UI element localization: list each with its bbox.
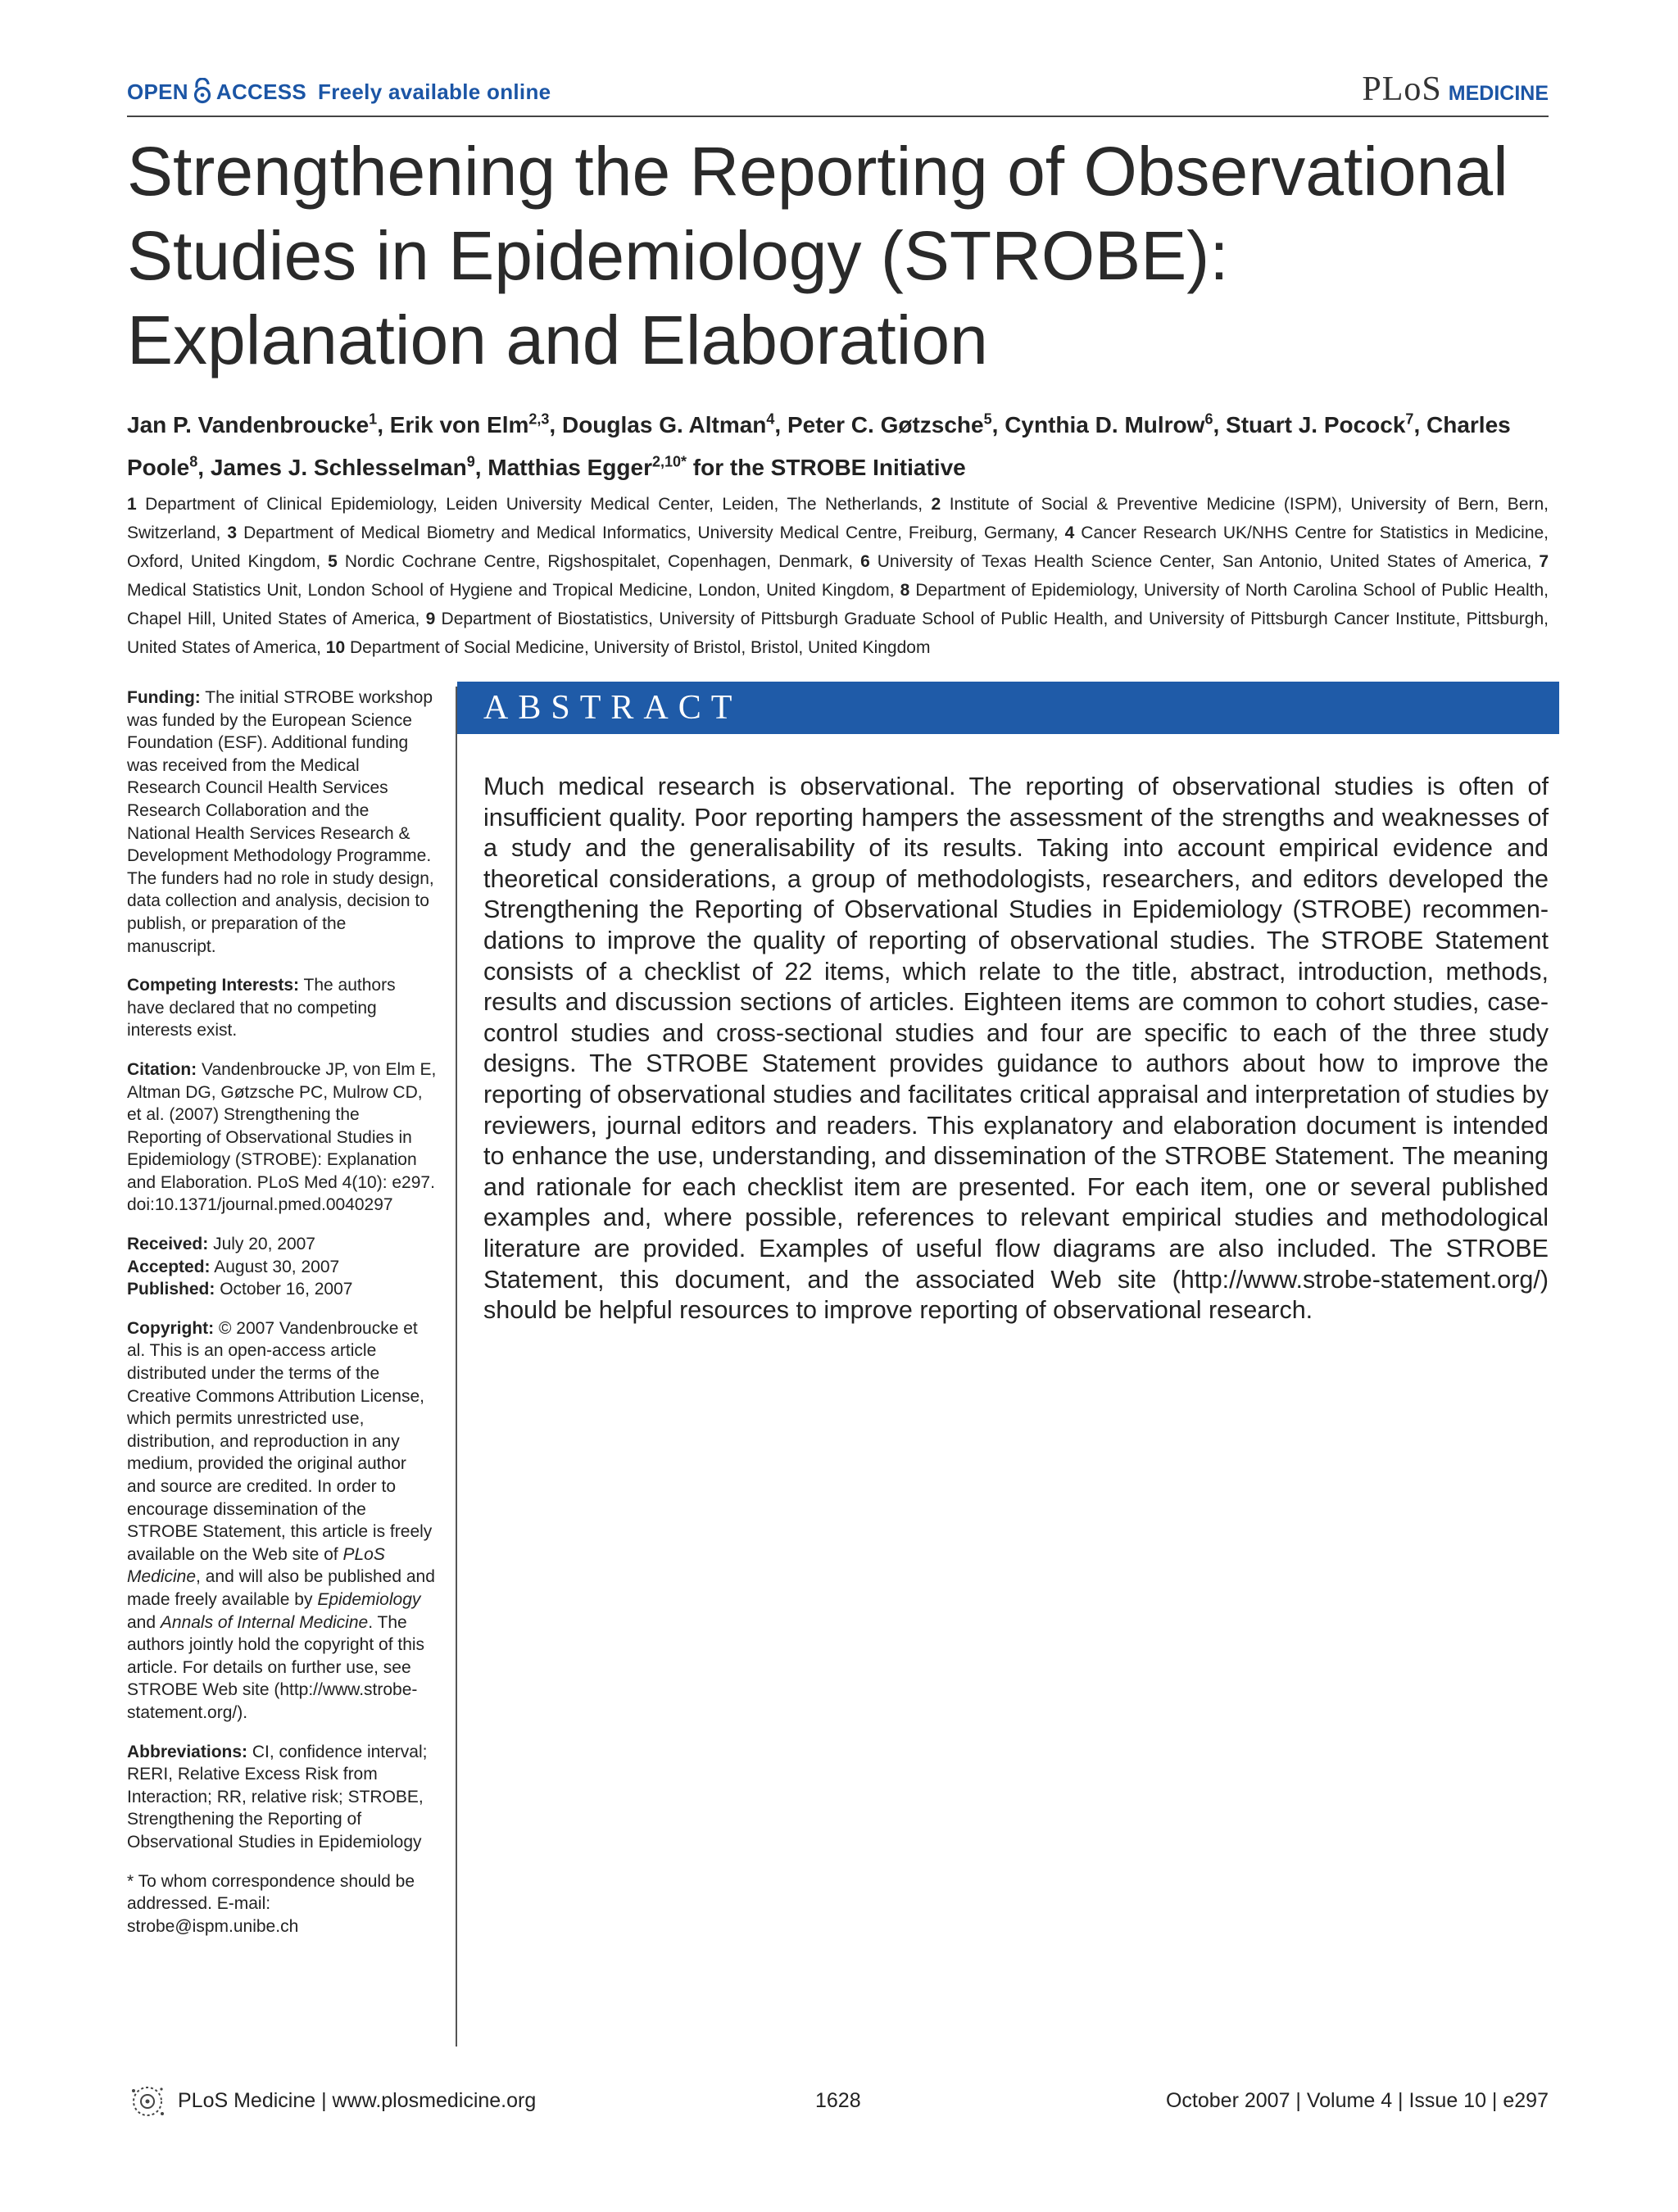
footer-journal: PLoS Medicine | www.plosmedicine.org — [178, 2089, 537, 2112]
column-divider — [456, 687, 457, 2047]
author: Jan P. Vandenbroucke$^1$ — [127, 410, 378, 437]
open-text: OPEN — [127, 79, 188, 104]
abstract-banner — [457, 682, 1559, 734]
funding-note: Funding: The initial STROBE workshop was funded by the European Science Foundation (ESF). Additional funding was received from the Medical Research Council Health Services Research Collaboration and the National Health Services Research & Development Methodology Programme. The funders had no role in study design, data collection and analysis, decision to publish, or preparation of the manuscript. — [127, 688, 434, 956]
citation-note: Citation: Vandenbroucke JP, von Elm E, Altman DG, Gøtzsche PC, Mulrow CD, et al. (2007) Strengthening the Reporting of Observational Studies in Epidemiology (STROBE): Explanation and Elaboration. PLoS Med 4(10): e297. doi:10.1371/journal.pmed.0040297 — [127, 1059, 437, 1215]
plos-globe-icon — [127, 2081, 168, 2128]
article-info-sidebar — [127, 687, 437, 1954]
affiliations: 1 Department of Clinical Epidemiology, Leiden University Medical Center, Leiden, The Netherlands, 2 Institute of Social & Preventive Medicine (ISPM), University of Bern, Bern, Switzerland, 3 Department of Medical Biometry and Medical Informatics, University Medical Centre, Freiburg, Germany, 4 Cancer Research UK/NHS Centre for Statistics in Medicine, Oxford, United Kingdom, 5 Nordic Cochrane Centre, Rigshospitalet, Copenhagen, Denmark, 6 University of Texas Health Science Center, San Antonio, United States of America, 7 Medical Statistics Unit, London School of Hygiene and Tropical Medicine, London, United Kingdom, 8 Department of Epidemiology, University of North Carolina School of Public Health, Chapel Hill, United States of America, 9 Department of Biostatistics, University of Pittsburgh Graduate School of Public Health, and University of Pittsburgh Cancer Institute, Pittsburgh, United States of America, 10 Department of Social Medicine, University of Bristol, Bristol, United Kingdom — [127, 495, 1549, 657]
journal-header — [127, 70, 1549, 117]
footer-issue: October 2007 | Volume 4 | Issue 10 | e297 — [1165, 2089, 1549, 2112]
plos-wordmark: PLoS — [1362, 70, 1442, 108]
initiative-label: for the STROBE Initiative — [692, 455, 966, 480]
plos-medicine-logo — [1362, 70, 1549, 109]
access-text: ACCESS — [215, 79, 307, 104]
author: Matthias Egger$^{2,10*}$ — [488, 453, 687, 480]
open-access-label — [127, 78, 551, 110]
abstract-heading: ABSTRACT — [483, 689, 742, 727]
author: Stuart J. Pocock$^7$ — [1226, 410, 1414, 437]
author: Charles Poole$^8$ — [127, 412, 1511, 480]
author-list: Jan P. Vandenbroucke$^1$, Erik von Elm$^{2,3}$, Douglas G. Altman$^4$, Peter C. Gøtzsche$^5$, Cynthia D. Mulrow$^6$, Stuart J. Pocock$^7$, Charles Poole$^8$, James J. Schlesselman$^9$, Matthias Egger$^{2,10*}$ for the STROBE Initiative — [127, 410, 1511, 480]
abbreviations-note: Abbreviations: CI, confidence interval; RERI, Relative Excess Risk from Interaction; RR, relative risk; STROBE, Strengthening the Reporting of Observational Studies in Epidemiology — [127, 1742, 428, 1852]
freely-available-text: Freely available online — [318, 79, 551, 104]
page-number: 1628 — [815, 2089, 861, 2112]
article-title: Strengthening the Reporting of Observational Studies in Epidemiology (STROBE): Explanation and Elaboration — [127, 133, 1508, 378]
author: Cynthia D. Mulrow$^6$ — [1005, 410, 1213, 437]
abstract-text: Much medical research is observational. The reporting of observational studies is often of insufficient quality. Poor reporting hampers the assessment of the strengths and weaknesses of a study and the generalisability of its results. Taking into account empirical evidence and theoretical considerations, a group of methodologists, researchers, and editors developed the Strengthening the Reporting of Observational Studies in Epidemiology (STROBE) recommendations to improve the quality of reporting of observational studies. The STROBE Statement consists of a checklist of 22 items, which relate to the title, abstract, introduction, methods, results and discussion sections of articles. Eighteen items are common to cohort studies, case-control studies and cross-sectional studies and four are specific to each of the three study designs. The STROBE Statement provides guidance to authors about how to improve the reporting of observational studies and facilitates critical appraisal and interpretation of studies by reviewers, journal editors and readers. This explanatory and elaboration document is intended to enhance the use, understanding, and dissemination of the STROBE Statement. The meaning and rationale for each checklist item are presented. For each item, one or several published examples and, where possible, references to relevant empirical studies and methodological literature are provided. Examples of useful flow diagrams are also included. The STROBE Statement, this document, and the associated Web site (http://www.strobe-statement.org/) should be helpful resources to improve reporting of observational research. — [483, 773, 1549, 1325]
dates-note: Received: July 20, 2007 Accepted: August 30, 2007 Published: October 16, 2007 — [127, 1235, 353, 1299]
author: Peter C. Gøtzsche$^5$ — [787, 410, 992, 437]
author: James J. Schlesselman$^9$ — [210, 453, 475, 480]
medicine-wordmark: MEDICINE — [1448, 82, 1549, 105]
open-lock-icon — [193, 78, 211, 110]
copyright-note: Copyright: © 2007 Vandenbroucke et al. This is an open-access article distributed under the terms of the Creative Commons Attribution License, which permits unrestricted use, distribution, and reproduction in any medium, provided the original author and source are credited. In order to encourage dissemination of the STROBE Statement, this article is freely available on the Web site of PLoS Medicine, and will also be published and made freely available by Epidemiology and Annals of Internal Medicine. The authors jointly hold the copyright of this article. For details on further use, see STROBE Web site (http://www.strobe-statement.org/). — [127, 1318, 435, 1722]
author: Douglas G. Altman$^4$ — [561, 410, 775, 437]
page-footer — [127, 2081, 1549, 2122]
correspondence-note: * To whom correspondence should be addressed. E-mail: strobe@ispm.unibe.ch — [127, 1871, 415, 1936]
competing-interests-note: Competing Interests: The authors have declared that no competing interests exist. — [127, 976, 396, 1040]
author: Erik von Elm$^{2,3}$ — [389, 410, 550, 437]
